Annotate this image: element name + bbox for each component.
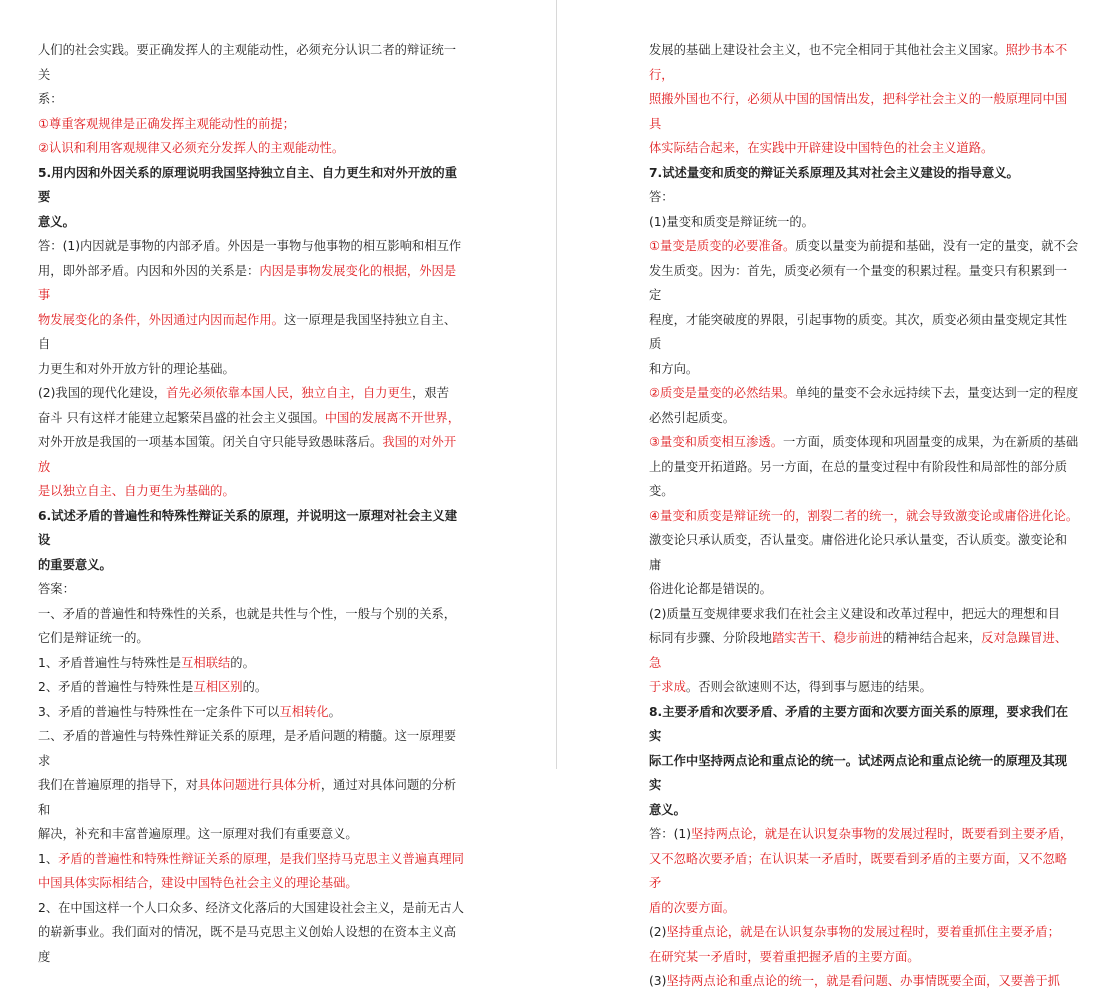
question-heading-text: 5.用内因和外因关系的原理说明我国坚持独立自主、自力更生和对外开放的重要 [38,165,458,204]
body-text: 俗进化论都是错误的。 [649,582,772,596]
question-heading-text: 意义。 [38,214,75,229]
body-text: 质变以量变为前提和基础，没有一定的量变，就不会 [795,239,1079,253]
highlighted-text: 是以独立自主、自力更生为基础的。 [38,484,235,498]
text-line [38,430,468,479]
text-line [38,724,468,773]
body-text: 3、矛盾的普遍性与特殊性在一定条件下可以 [38,704,280,719]
text-line [38,136,468,161]
body-text: 二、矛盾的普遍性与特殊性辩证关系的原理，是矛盾问题的精髓。这一原理要求 [38,729,457,768]
text-line [649,308,1079,357]
highlighted-text: 首先必须依靠本国人民，独立自主，自力更生 [166,386,413,400]
highlighted-text: 中国的发展离不开世界， [324,410,461,425]
highlighted-text: 内因是事物发展变化的根据，外因是事 [38,263,457,302]
body-text: (3) [649,974,667,988]
text-line [38,112,468,137]
body-text: 答案： [38,582,75,596]
highlighted-text: 坚持两点论，就是在认识复杂事物的发展过程时，既要看到主要矛盾， [691,827,1073,841]
text-line [38,161,468,210]
highlighted-text: 互相转化 [279,704,329,719]
text-line [38,357,468,382]
text-line [649,969,1079,994]
body-text: 的精神结合起来， [882,631,982,645]
highlighted-text: 坚持两点论和重点论的统一，就是看问题、办事情既要全面，又要善于抓 [666,974,1060,988]
text-line [649,259,1079,308]
highlighted-text: 物发展变化的条件，外因通过内因而起作用。 [38,312,284,327]
body-text: 我们在普遍原理的指导下，对 [38,778,198,792]
body-text: 2、在中国这样一个人口众多、经济文化落后的大国建设社会主义，是前无古人 [38,900,464,915]
question-heading-text: 6.试述矛盾的普遍性和特殊性辩证关系的原理，并说明这一原理对社会主义建设 [38,508,458,547]
body-text: (1)量变和质变是辩证统一的。 [649,214,814,229]
text-line [38,259,468,308]
body-text: 一方面，质变体现和巩固量变的成果，为在新质的基础 [783,435,1079,449]
body-text: 的。 [242,680,268,694]
highlighted-text: 反对急躁冒进、急 [649,631,1068,670]
body-text: 的崭新事业。我们面对的情况，既不是马克思主义创始人设想的在资本主义高度 [38,925,457,964]
text-line [649,234,1079,259]
body-text: 人们的社会实践。要正确发挥人的主观能动性，必须充分认识二者的辩证统一关 [38,43,457,82]
highlighted-text: ①尊重客观规律是正确发挥主观能动性的前提； [38,116,295,131]
highlighted-text: 照抄书本不行， [649,43,1068,82]
body-text: 1、矛盾普遍性与特殊性是 [38,655,182,670]
text-line [38,822,468,847]
highlighted-text: 坚持重点论，就是在认识复杂事物的发展过程时，要着重抓住主要矛盾； [666,925,1060,939]
text-line [649,920,1079,945]
text-line [38,871,468,896]
right-page [557,0,1112,988]
text-line [38,504,468,553]
text-line [38,210,468,235]
highlighted-text: ④量变和质变是辩证统一的，割裂二者的统一，就会导致激变论或庸俗进化论。 [649,508,1079,523]
text-line [649,945,1079,970]
text-line [649,798,1079,823]
body-text: 激变论只承认质变，否认量变。庸俗进化论只承认量变，否认质变。激变论和庸 [649,533,1068,572]
text-line [649,185,1079,210]
text-line [649,504,1079,529]
text-line [649,577,1079,602]
highlighted-text: 照搬外国也不行，必须从中国的国情出发，把科学社会主义的一般原理同中国具 [649,92,1068,131]
body-text: 答：(1) [649,827,692,841]
body-text: (2)质量互变规律要求我们在社会主义建设和改革过程中，把远大的理想和目 [649,606,1060,621]
body-text: 答： [649,190,674,204]
highlighted-text: 在研究某一矛盾时，要着重把握矛盾的主要方面。 [649,949,920,964]
text-line [649,161,1079,186]
text-line [649,357,1079,382]
highlighted-text: 踏实苦干、稳步前进 [771,631,883,645]
text-line [38,602,468,627]
highlighted-text: 又不忽略次要矛盾；在认识某一矛盾时，既要看到矛盾的主要方面，又不忽略矛 [649,851,1068,890]
text-line [649,38,1079,87]
body-text: 的。 [230,655,255,670]
text-line [38,479,468,504]
text-line [649,602,1079,627]
text-line [649,749,1079,798]
highlighted-text: 我国的对外开放 [38,435,457,474]
highlighted-text: 互相联结 [181,655,231,670]
body-text: 上的量变开拓道路。另一方面，在总的量变过程中有阶段性和局部性的部分质变。 [649,459,1068,498]
body-text: ，艰苦 [412,386,449,400]
highlighted-text: 于求成 [649,680,686,694]
text-line [38,234,468,259]
highlighted-text: 体实际结合起来，在实践中开辟建设中国特色的社会主义道路。 [649,141,994,155]
body-text: 。否则会欲速则不达，得到事与愿违的结果。 [685,680,932,694]
text-line [649,406,1079,431]
highlighted-text: ②认识和利用客观规律又必须充分发挥人的主观能动性。 [38,141,345,155]
body-text: 力更生和对外开放方针的理论基础。 [38,361,235,376]
text-line [649,822,1079,847]
text-line [649,87,1079,136]
text-line [38,308,468,357]
highlighted-text: 具体问题进行具体分析 [197,778,321,792]
text-line [38,675,468,700]
text-line [38,847,468,872]
text-line [649,136,1079,161]
body-text: 标同有步骤、分阶段地 [649,631,772,645]
question-heading-text: 8.主要矛盾和次要矛盾、矛盾的主要方面和次要方面关系的原理，要求我们在实 [649,704,1069,743]
body-text: 用，即外部矛盾。内因和外因的关系是： [38,263,260,278]
text-line [38,38,468,87]
highlighted-text: 互相区别 [193,680,243,694]
text-line [649,896,1079,921]
body-text: 发展的基础上建设社会主义，也不完全相同于其他社会主义国家。 [649,43,1006,57]
text-line [38,626,468,651]
left-page [0,0,555,964]
text-line [38,920,468,969]
text-line [38,553,468,578]
highlighted-text: ③量变和质变相互渗透。 [649,435,783,449]
body-text: 它们是辩证统一的。 [38,631,149,645]
body-text: 对外开放是我国的一项基本国策。闭关自守只能导致愚昧落后。 [38,435,383,449]
body-text: 和方向。 [649,361,699,376]
body-text: 必然引起质变。 [649,410,736,425]
body-text: (2) [649,925,667,939]
body-text: ，通过对具体问题的分析和 [38,778,457,817]
body-text: 2、矛盾的普遍性与特殊性是 [38,680,194,694]
text-line [649,675,1079,700]
body-text: 这一原理是我国坚持独立自主、自 [38,312,457,351]
body-text: 奋斗 只有这样才能建立起繁荣昌盛的社会主义强国。 [38,410,325,425]
text-line [649,700,1079,749]
question-heading-text: 7.试述量变和质变的辩证关系原理及其对社会主义建设的指导意义。 [649,165,1019,180]
left-page-text [38,38,468,969]
body-text: 1、 [38,851,59,866]
text-line [649,847,1079,896]
body-text: 一、矛盾的普遍性和特殊性的关系，也就是共性与个性，一般与个别的关系， [38,606,457,621]
text-line [38,577,468,602]
body-text: 发生质变。因为：首先，质变必须有一个量变的积累过程。量变只有积累到一定 [649,263,1068,302]
text-line [38,700,468,725]
highlighted-text: 盾的次要方面。 [649,900,736,915]
body-text: 解决，补充和丰富普遍原理。这一原理对我们有重要意义。 [38,827,358,841]
question-heading-text: 际工作中坚持两点论和重点论的统一。试述两点论和重点论统一的原理及其现实 [649,753,1068,792]
body-text: (2)我国的现代化建设， [38,386,167,400]
text-line [649,430,1079,455]
text-line [38,381,468,406]
highlighted-text: ①量变是质变的必要准备。 [649,239,796,253]
text-line [38,651,468,676]
highlighted-text: 矛盾的普遍性和特殊性辩证关系的原理，是我们坚持马克思主义普遍真理同 [58,851,464,866]
text-line [649,528,1079,577]
text-line [38,87,468,112]
body-text: 系： [38,92,63,106]
right-page-text [649,38,1079,994]
body-text: 答：(1)内因就是事物的内部矛盾。外因是一事物与他事物的相互影响和相互作 [38,239,462,253]
body-text: 程度，才能突破度的界限，引起事物的质变。其次，质变必须由量变规定其性质 [649,312,1068,351]
text-line [38,773,468,822]
highlighted-text: ②质变是量变的必然结果。 [649,386,796,400]
body-text: 单纯的量变不会永远持续下去，量变达到一定的程度 [795,386,1079,400]
highlighted-text: 中国具体实际相结合，建设中国特色社会主义的理论基础。 [38,876,358,890]
text-line [649,381,1079,406]
body-text: 。 [328,704,341,719]
question-heading-text: 的重要意义。 [38,557,112,572]
question-heading-text: 意义。 [649,802,686,817]
text-line [649,210,1079,235]
text-line [38,896,468,921]
text-line [649,455,1079,504]
text-line [649,626,1079,675]
text-line [38,406,468,431]
